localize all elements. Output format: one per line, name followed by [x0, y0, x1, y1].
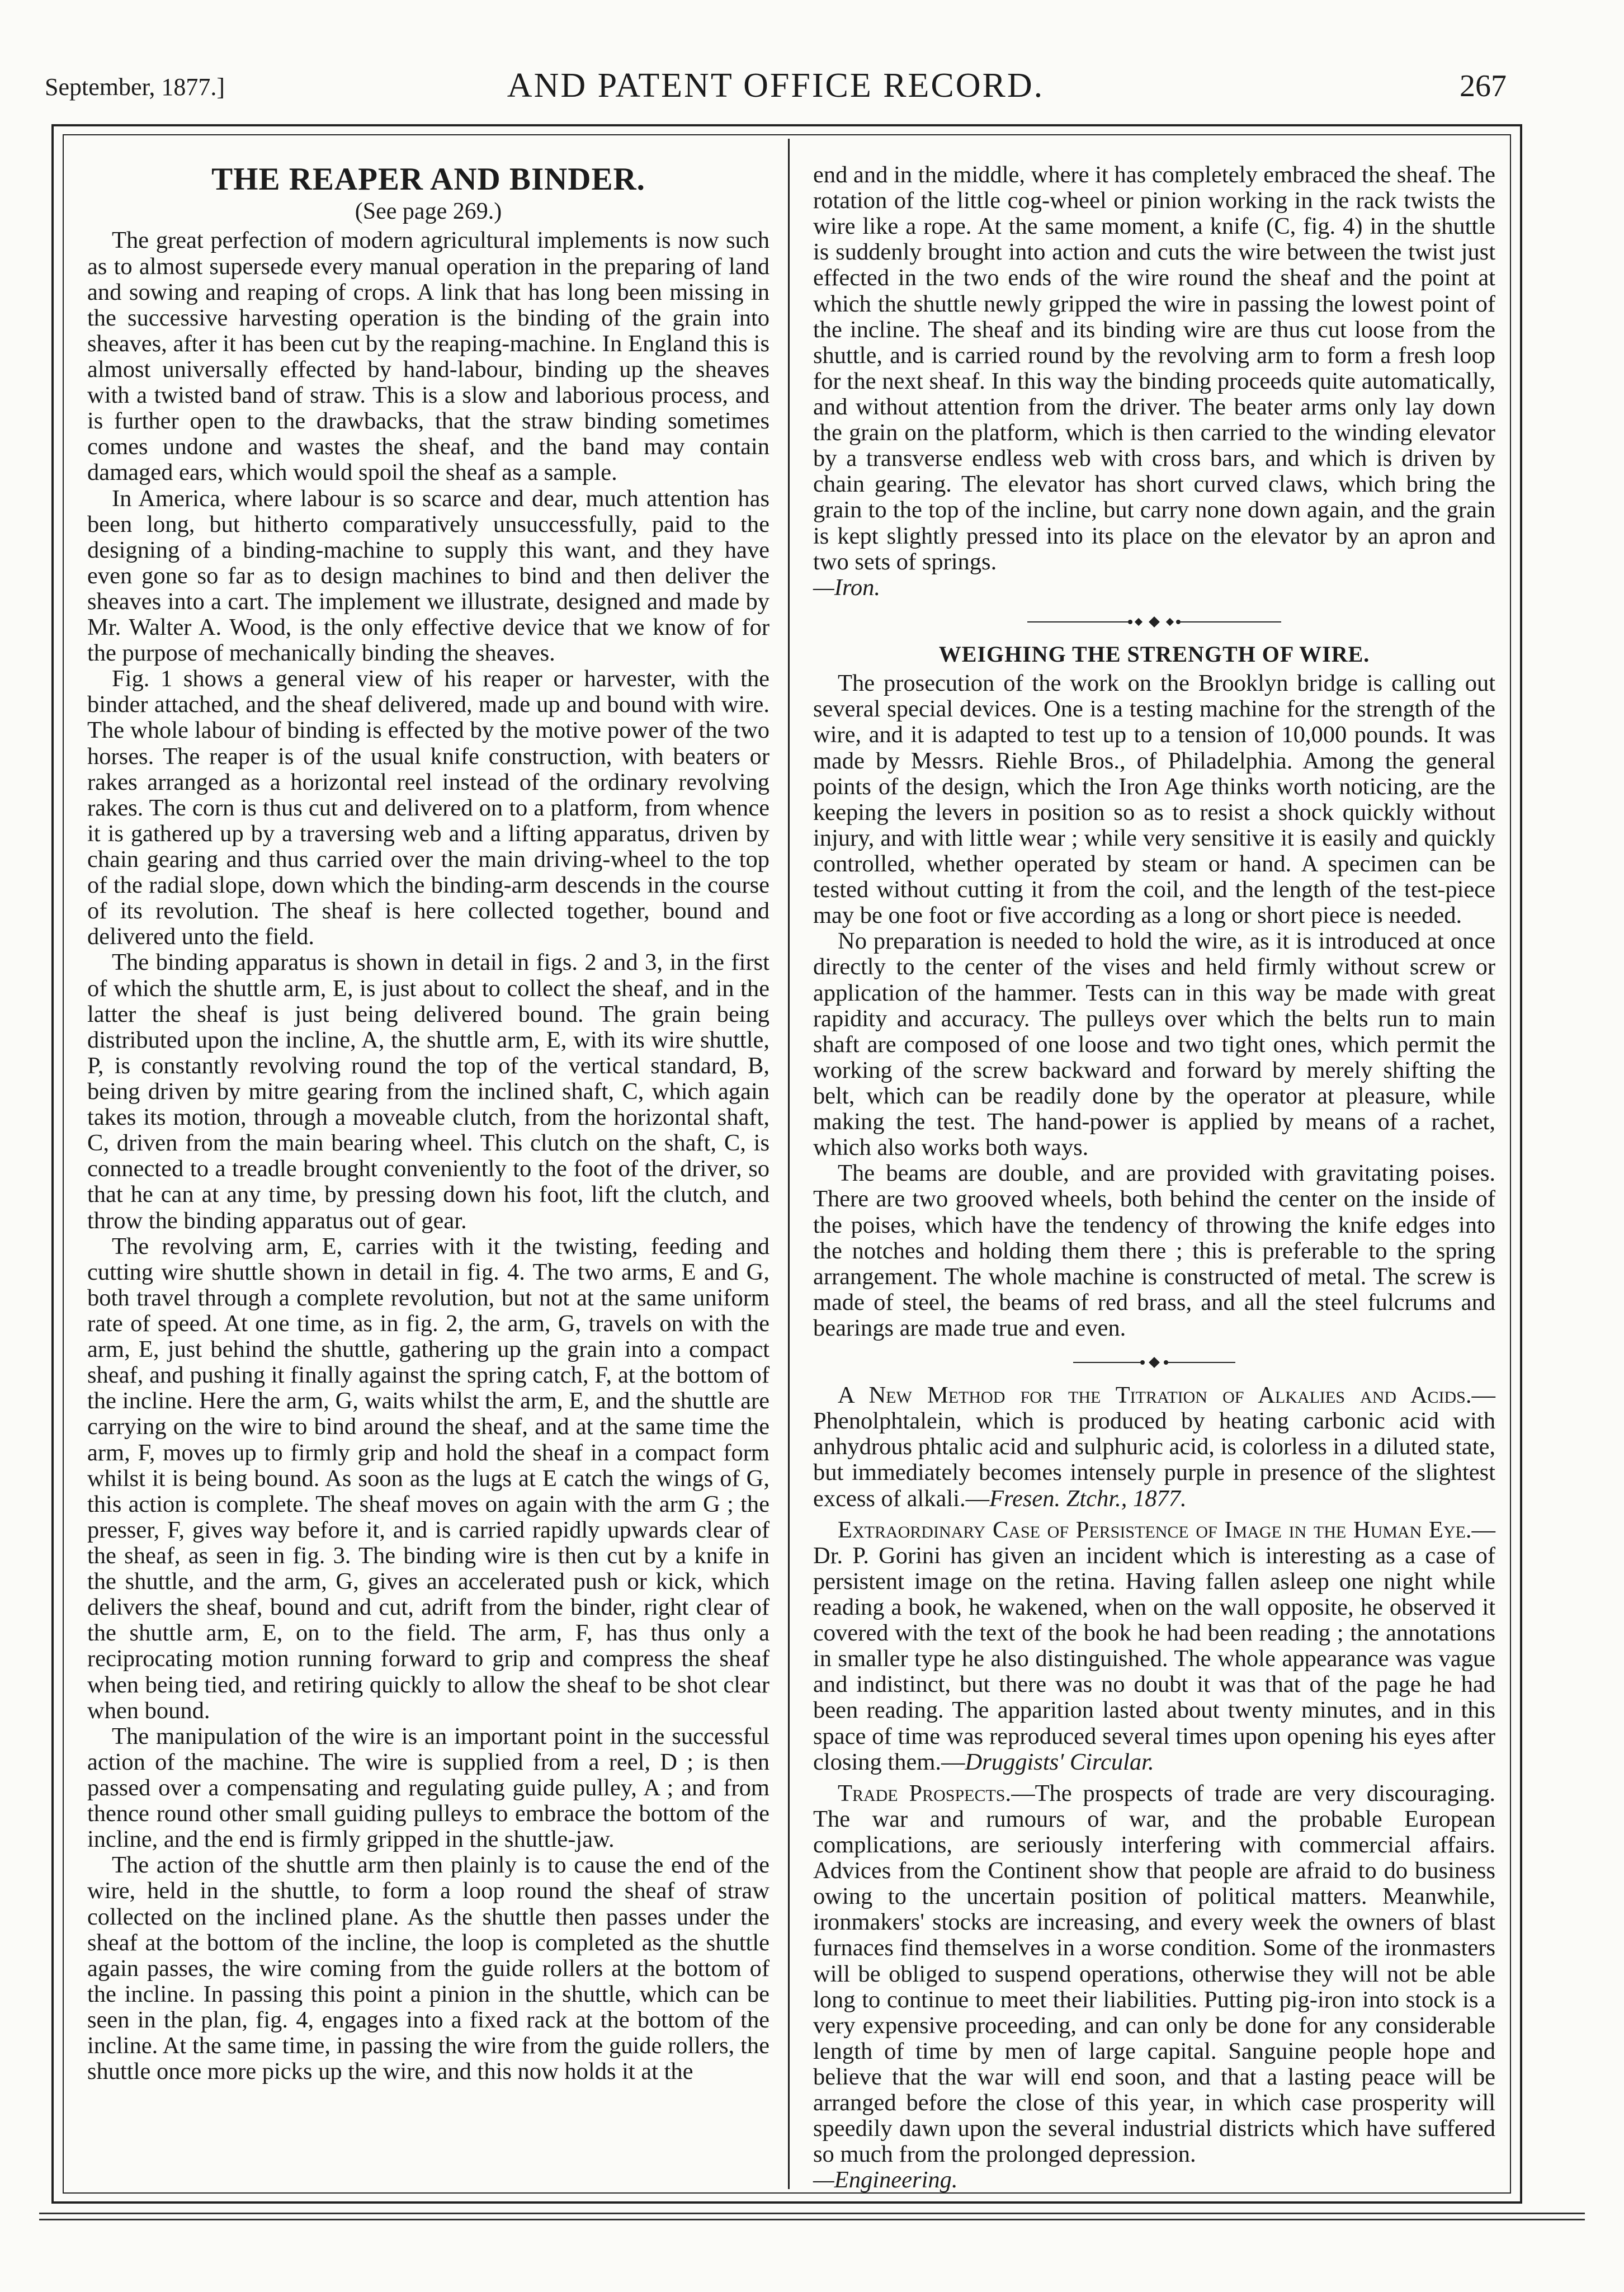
note-trade: Trade Prospects.—The prospects of trade are very discouraging. The war and rumours of war, and the probable European complications, are seriously interfering with commercial affairs. Advices from the Continent show that people are afraid to do business owing to the uncertain position of political matters. Meanwhile, ironmakers' stocks are increasing, and every week the owners of blast furnaces find themselves in a worse condition. Some of the ironmasters will be obliged to suspend operations, otherwise they will not be able long to continue to meet their liabilities. Putting pig-iron into stock is a very expensive proceeding, and can only be done for any considerable length of time by men of large capital. Sanguine people hope and believe that the war will end soon, and that a lasting peace will be arranged before the close of this year, in which case prosperity will speedily dawn upon the several industrial districts which have suffered so much from the prolonged depression. —Engineering.	[813, 1780, 1495, 2194]
reaper-paragraph-5: The revolving arm, E, carries with it the twisting, feeding and cutting wire shuttle shown in detail in fig. 4. The two arms, E and G, both travel through a complete revolution, but not at the same uniform rate of speed. At one time, as in fig. 2, the arm, G, travels on with the arm, E, just behind the shuttle, gathering up the grain into a compact sheaf, and pushing it finally against the spring catch, F, at the bottom of the incline. Here the arm, G, waits whilst the arm, E, and the shuttle are carrying on the wire to bind around the sheaf, and at the same time the arm, F, moves up to firmly grip and hold the sheaf in a compact form whilst it is being bound. As soon as the lugs at E catch the wings of G, this action is complete. The sheaf moves on again with the arm G ; the presser, F, gives way before it, and is carried rapidly upwards clear of the sheaf, as seen in fig. 3. The binding wire is then cut by a knife in the shuttle, and the arm, G, gives an accelerated push or kick, which delivers the sheaf, bound and cut, adrift from the binder, right clear of the shuttle arm, E, on to the field. The arm, F, has thus only a reciprocating motion running forward to grip and compress the sheaf when being tied, and retiring quickly to allow the sheaf to be shot clear when bound.	[87, 1233, 769, 1724]
wire-paragraph-2: No preparation is needed to hold the wire, as it is introduced at once directly to the center of the vises and held firmly without screw or application of the hammer. Tests can in this way be made with great rapidity and accuracy. The pulleys over which the belts run to main shaft are composed of one loose and two tight ones, which permit the working of the screw backward and forward by merely shifting the belt, which can be readily done by the operator at pleasure, while making the test. The hand-power is applied by means of a rachet, which also works both ways.	[813, 928, 1495, 1161]
reaper-paragraph-2: In America, where labour is so scarce and dear, much attention has been long, but hitherto comparatively unsuccessfully, paid to the designing of a binding-machine to supply this want, and they have even gone so far as to design machines to bind and then deliver the sheaves into a cart. The implement we illustrate, designed and made by Mr. Walter A. Wood, is the only effective device that we know of for the purpose of mechanically binding the sheaves.	[87, 485, 769, 667]
wire-paragraph-3: The beams are double, and are provided with gravitating poises. There are two grooved wheels, both behind the center on the inside of the poises, which have the tendency of throwing the knife edges into the notches and holding them there ; this is preferable to the spring arrangement. The whole machine is constructed of metal. The screw is made of steel, the beams of red brass, and all the steel fulcrums and bearings are made true and even.	[813, 1160, 1495, 1341]
section-ornament	[813, 616, 1495, 628]
article-title-wire: WEIGHING THE STRENGTH OF WIRE.	[938, 641, 1370, 667]
reaper-source: —Iron.	[813, 574, 881, 601]
left-column	[87, 162, 769, 2168]
right-column	[813, 162, 1495, 2194]
section-ornament	[813, 1357, 1495, 1368]
reaper-paragraph-4: The binding apparatus is shown in detail in figs. 2 and 3, in the first of which the shuttle arm, E, is just about to collect the sheaf, and in the latter the sheaf is just being delivered bound. The grain being distributed upon the incline, A, the shuttle arm, E, with its wire shuttle, P, is constantly revolving round the top of the vertical standard, B, being driven by mitre gearing from the inclined shaft, C, which again takes its motion, through a moveable clutch, from the horizontal shaft, C, driven from the main bearing wheel. This clutch on the shaft, C, is connected to a treadle brought conveniently to the foot of the driver, so that he can at any time, by pressing down his foot, lift the clutch, and throw the binding apparatus out of gear.	[87, 949, 769, 1234]
wire-paragraph-1: The prosecution of the work on the Brooklyn bridge is calling out several special devices. One is a testing machine for the strength of the wire, and it is adapted to test up to a tension of 10,000 pounds. It was made by Messrs. Riehle Bros., of Philadelphia. Among the general points of the design, which the Iron Age thinks worth noticing, are the keeping the levers in position so as to resist a shock quickly without injury, and with little wear ; while very sensitive it is easily and quickly controlled, whether operated by steam or hand. A specimen can be tested without cutting it from the coil, and the length of the test-piece may be one foot or five according as a long or short piece is needed.	[813, 670, 1495, 929]
note-trade-source: —Engineering.	[813, 2167, 958, 2194]
article-title-reaper: THE REAPER AND BINDER.	[211, 162, 645, 197]
page-frame	[51, 124, 1522, 2204]
note-titration: A New Method for the Titration of Alkalies and Acids.—Phenolphtalein, which is produced by heating carbonic acid with anhydrous phtalic acid and sulphuric acid, is colorless in a diluted state, but immediately becomes intensely purple in presence of the slightest excess of alkali.—Fresen. Ztchr., 1877.	[813, 1382, 1495, 1512]
article-subtitle-reaper: (See page 269.)	[355, 198, 502, 224]
column-divider	[788, 139, 790, 2189]
note-persistence: Extraordinary Case of Persistence of Image in the Human Eye.—Dr. P. Gorini has given an incident which is interesting as a case of persistent image on the retina. Having fallen asleep one night while reading a book, he wakened, when on the wall opposite, he observed it covered with the text of the book he had been reading ; the annotations in smaller type he also distinguished. The whole appearance was vague and indistinct, but there was no doubt it was that of the page he had been reading. The apparition lasted about twenty minutes, and in this space of time was reproduced several times upon opening his eyes after closing them.—Druggists' Circular.	[813, 1516, 1495, 1775]
reaper-paragraph-1: The great perfection of modern agricultural implements is now such as to almost supersede every manual operation in the preparing of land and sowing and reaping of crops. A link that has long been missing in the successive harvesting operation is the binding of the grain into sheaves, after it has been cut by the reaping-machine. In England this is almost universally effected by hand-labour, binding up the sheaves with a twisted band of straw. This is a slow and laborious process, and is further open to the drawbacks, that the straw binding sometimes comes undone and wastes the sheaf, and the band may contain damaged ears, which would spoil the sheaf as a sample.	[87, 227, 769, 486]
note-titration-lead: A New Method for the Titration of Alkalies and Acids.	[838, 1382, 1472, 1409]
note-titration-source: Fresen. Ztchr., 1877.	[989, 1485, 1187, 1512]
page-number: 267	[1460, 69, 1507, 103]
note-persistence-source: Druggists' Circular.	[965, 1748, 1154, 1775]
note-persistence-lead: Extraordinary Case of Persistence of Image in the Human Eye.	[838, 1516, 1472, 1543]
reaper-continuation: end and in the middle, where it has completely embraced the sheaf. The rotation of the little cog-wheel or pinion working in the rack twists the wire like a rope. At the same moment, a knife (C, fig. 4) in the shuttle is suddenly brought into action and cuts the wire between the twist just effected in the two ends of the wire round the sheaf and the point at which the shuttle newly gripped the wire in passing the lowest point of the incline. The sheaf and its binding wire are thus cut loose from the shuttle, and is carried round by the revolving arm to form a fresh loop for the next sheaf. In this way the binding proceeds quite automatically, and without attention from the driver. The beater arms only lay down the grain on the platform, which is then carried to the winding elevator by a transverse endless web with cross bars, and which is driven by chain gearing. The elevator has short curved claws, which bring the grain to the top of the incline, but carry none down again, and the grain is kept slightly pressed into its place on the elevator by an apron and two sets of springs. —Iron.	[813, 162, 1495, 601]
issue-date: September, 1877.]	[45, 73, 225, 101]
reaper-paragraph-7: The action of the shuttle arm then plainly is to cause the end of the wire, held in the shuttle, to form a loop round the sheaf of straw collected on the inclined plane. As the shuttle then passes under the sheaf at the bottom of the incline, the loop is completed as the shuttle again passes, the wire coming from the guide rollers at the bottom of the incline. In passing this point a pinion in the shuttle, which can be seen in the plan, fig. 4, engages into a fixed rack at the bottom of the incline. At the same time, in passing the wire from the guide rollers, the shuttle once more picks up the wire, and this now holds it at the	[87, 1852, 769, 2085]
running-head	[45, 66, 1507, 116]
reaper-paragraph-3: Fig. 1 shows a general view of his reaper or harvester, with the binder attached, and the sheaf delivered, made up and bound with wire. The whole labour of binding is effected by the motive power of the two horses. The reaper is of the usual knife construction, with beaters or rakes arranged as a horizontal reel instead of the ordinary revolving rakes. The corn is thus cut and delivered on to a platform, from whence it is gathered up by a traversing web and a lifting apparatus, driven by chain gearing and thus carried over the main driving-wheel to the top of the radial slope, down which the binding-arm descends in the course of its revolution. The sheaf is here collected together, bound and delivered unto the field.	[87, 666, 769, 950]
bottom-rule	[39, 2213, 1585, 2220]
note-trade-lead: Trade Prospects.	[838, 1780, 1012, 1807]
journal-title: AND PATENT OFFICE RECORD.	[507, 67, 1045, 105]
reaper-paragraph-6: The manipulation of the wire is an important point in the successful action of the machine. The wire is supplied from a reel, D ; is then passed over a compensating and regulating guide pulley, A ; and from thence round other small guiding pulleys to embrace the bottom of the incline, and the end is firmly gripped in the shuttle-jaw.	[87, 1723, 769, 1853]
